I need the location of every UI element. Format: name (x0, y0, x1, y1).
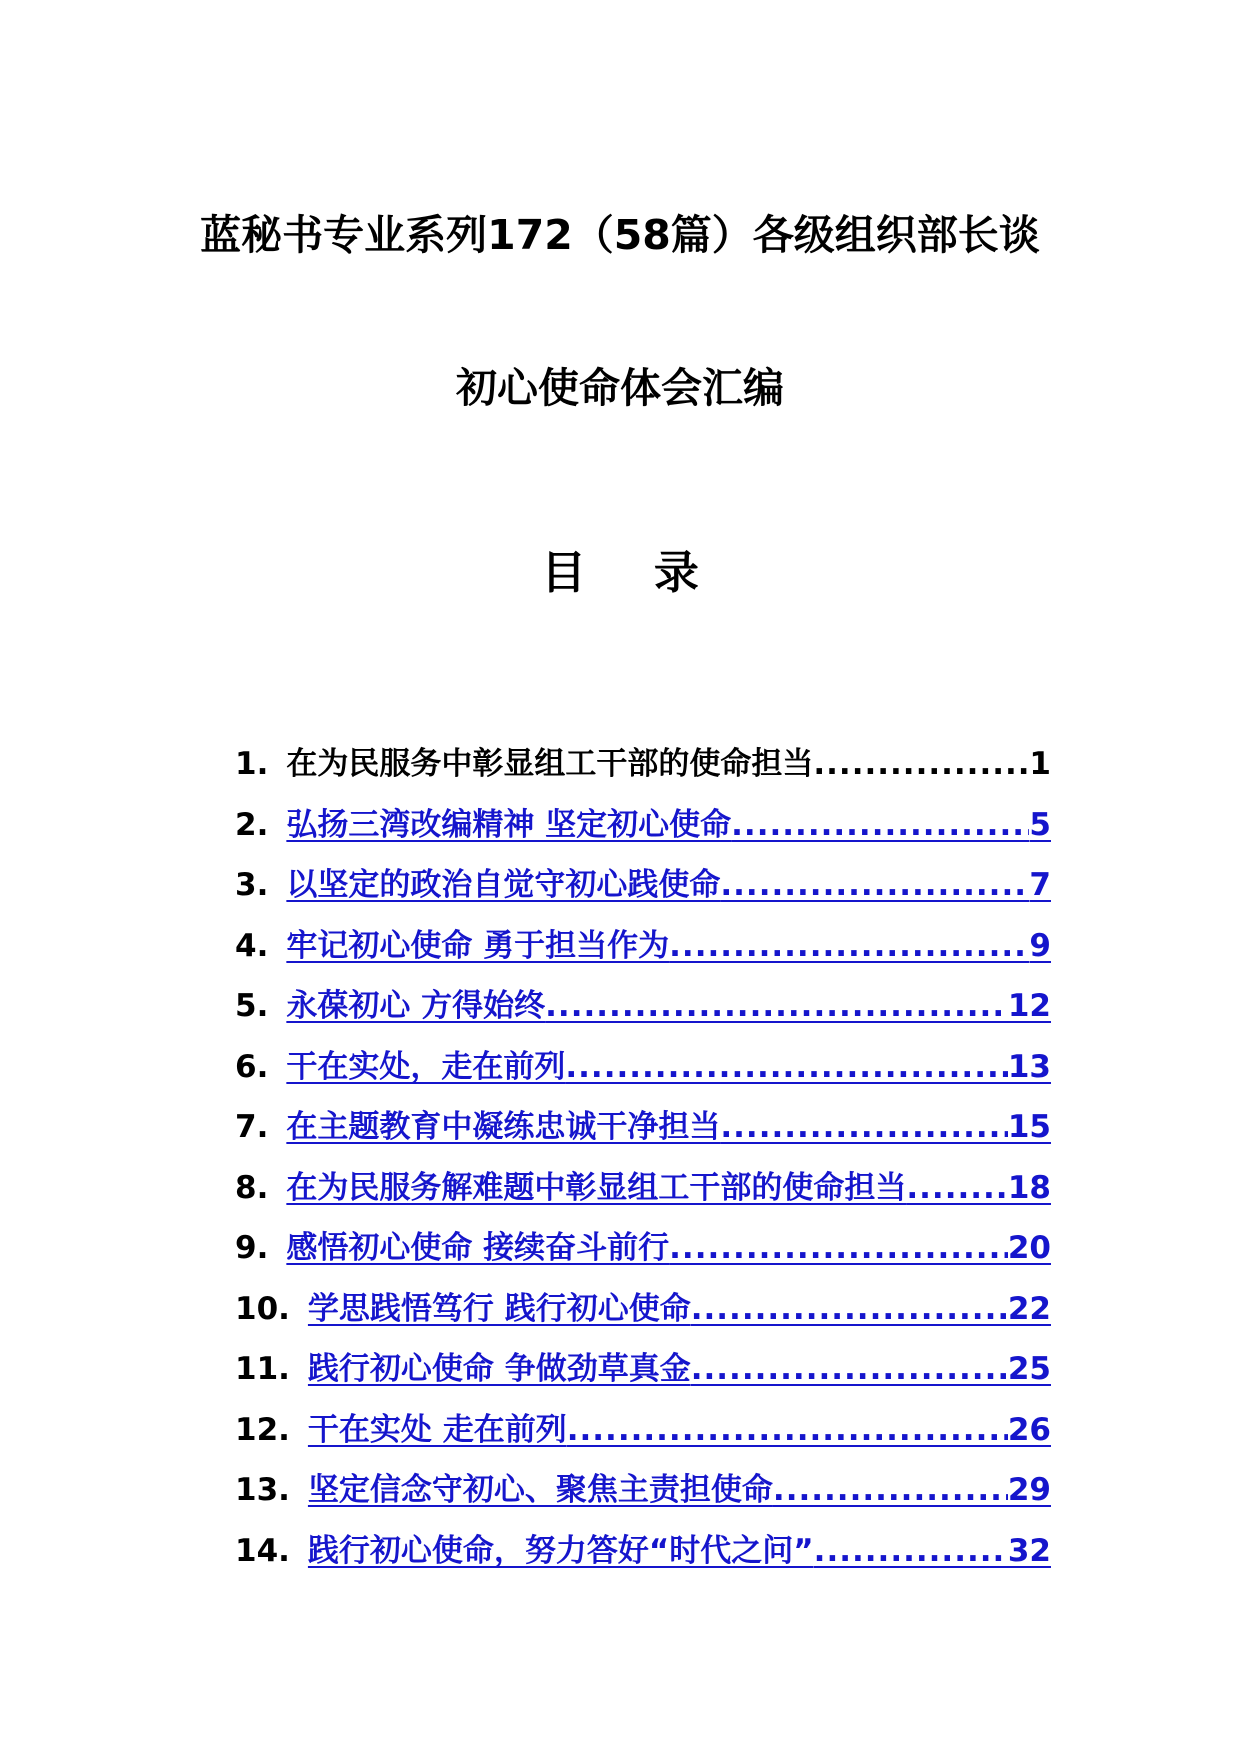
toc-item-page: 26 (1007, 1411, 1051, 1448)
toc-item-number: 2. (235, 806, 269, 843)
toc-item-number: 9. (235, 1230, 269, 1266)
toc-item-title: 永葆初心 方得始终 (286, 988, 546, 1024)
toc-item-number: 14. (235, 1532, 290, 1569)
toc-item-page: 32 (1007, 1532, 1051, 1569)
toc-leader-dots (545, 976, 1008, 1036)
toc-leader-dots (814, 1521, 1008, 1581)
toc-leader-dots (691, 1339, 1008, 1399)
toc-item-title: 践行初心使命 争做劲草真金 (307, 1351, 691, 1387)
toc-item-page: 29 (1007, 1472, 1051, 1508)
toc-entry-link[interactable] (308, 1460, 1051, 1520)
toc-item-number: 8. (235, 1169, 269, 1206)
toc-item-title: 牢记初心使命 勇于担当作为 (286, 927, 670, 964)
toc-item-title: 感悟初心使命 接续奋斗前行 (286, 1230, 670, 1266)
toc-item-title: 干在实处 走在前列 (307, 1411, 567, 1448)
toc-item-title: 学思践悟笃行 践行初心使命 (307, 1290, 691, 1327)
toc-item-number: 13. (235, 1472, 290, 1508)
toc-leader-dots (669, 1218, 1008, 1278)
toc-item-page: 15 (1007, 1109, 1051, 1145)
toc-leader-dots (906, 1158, 1008, 1218)
toc-item-title: 以坚定的政治自觉守初心践使命 (286, 867, 721, 903)
toc-entry-link[interactable] (286, 916, 1051, 976)
toc-item (235, 1097, 1051, 1158)
toc-item-page: 22 (1007, 1290, 1051, 1327)
toc-item-number: 7. (235, 1109, 269, 1145)
toc-heading: 目 录 (541, 546, 725, 599)
toc-leader-dots (720, 855, 1029, 915)
toc-entry-link[interactable] (308, 1279, 1051, 1339)
toc-item (235, 1460, 1051, 1521)
toc-item (235, 855, 1051, 916)
toc-item (235, 1158, 1051, 1219)
toc-leader-dots (565, 1037, 1008, 1097)
toc-item (235, 1218, 1051, 1279)
toc-item-number: 3. (235, 867, 269, 903)
toc-entry-link[interactable] (286, 1158, 1051, 1218)
toc-item-number: 12. (235, 1411, 290, 1448)
toc-entry-link[interactable] (286, 976, 1051, 1036)
toc-item-title: 干在实处，走在前列 (286, 1048, 566, 1085)
toc-item (235, 734, 1051, 795)
toc-entry-link[interactable] (308, 1400, 1051, 1460)
toc-leader-dots (813, 734, 1029, 794)
toc-leader-dots (567, 1400, 1008, 1460)
toc-item-title: 在为民服务中彰显组工干部的使命担当 (286, 746, 814, 782)
toc-item-page: 7 (1029, 867, 1051, 903)
toc-item (235, 916, 1051, 977)
toc-item-page: 5 (1029, 806, 1051, 843)
toc-leader-dots (669, 916, 1029, 976)
toc-item (235, 976, 1051, 1037)
toc-leader-dots (720, 1097, 1008, 1157)
toc-item-title: 在主题教育中凝练忠诚干净担当 (286, 1109, 721, 1145)
toc-item (235, 1339, 1051, 1400)
toc-item-page: 13 (1007, 1048, 1051, 1085)
toc-item-page: 20 (1007, 1230, 1051, 1266)
toc-item (235, 1037, 1051, 1098)
toc-leader-dots (691, 1279, 1008, 1339)
document-title-line-1: 蓝秘书专业系列172（58篇）各级组织部长谈 (200, 211, 1040, 259)
toc-entry-link (286, 734, 1051, 794)
toc-item-page: 9 (1029, 927, 1051, 964)
toc-item-page: 12 (1007, 988, 1051, 1024)
toc-item-number: 1. (235, 746, 269, 782)
toc-entry-link[interactable] (286, 795, 1051, 855)
toc-item-number: 4. (235, 927, 269, 964)
toc-entry-link[interactable] (286, 1097, 1051, 1157)
toc-item (235, 1521, 1051, 1582)
document-title-line-2: 初心使命体会汇编 (456, 364, 784, 412)
toc-entry-link[interactable] (286, 855, 1051, 915)
toc-item-page: 1 (1029, 746, 1051, 782)
toc-item-number: 11. (235, 1351, 290, 1387)
toc-item-title: 弘扬三湾改编精神 坚定初心使命 (286, 806, 732, 843)
toc-leader-dots (731, 795, 1029, 855)
toc-entry-link[interactable] (286, 1037, 1051, 1097)
toc-entry-link[interactable] (286, 1218, 1051, 1278)
table-of-contents (235, 734, 1051, 1581)
toc-entry-link[interactable] (308, 1521, 1051, 1581)
toc-item (235, 795, 1051, 856)
toc-item (235, 1279, 1051, 1340)
toc-item-number: 10. (235, 1290, 290, 1327)
toc-entry-link[interactable] (308, 1339, 1051, 1399)
toc-item-title: 在为民服务解难题中彰显组工干部的使命担当 (286, 1169, 907, 1206)
toc-item-title: 践行初心使命，努力答好“时代之问” (307, 1532, 814, 1569)
toc-item-number: 5. (235, 988, 269, 1024)
toc-leader-dots (773, 1460, 1008, 1520)
toc-item-number: 6. (235, 1048, 269, 1085)
toc-item-title: 坚定信念守初心、聚焦主责担使命 (307, 1472, 773, 1508)
toc-item-page: 18 (1007, 1169, 1051, 1206)
toc-item-page: 25 (1007, 1351, 1051, 1387)
toc-item (235, 1400, 1051, 1461)
